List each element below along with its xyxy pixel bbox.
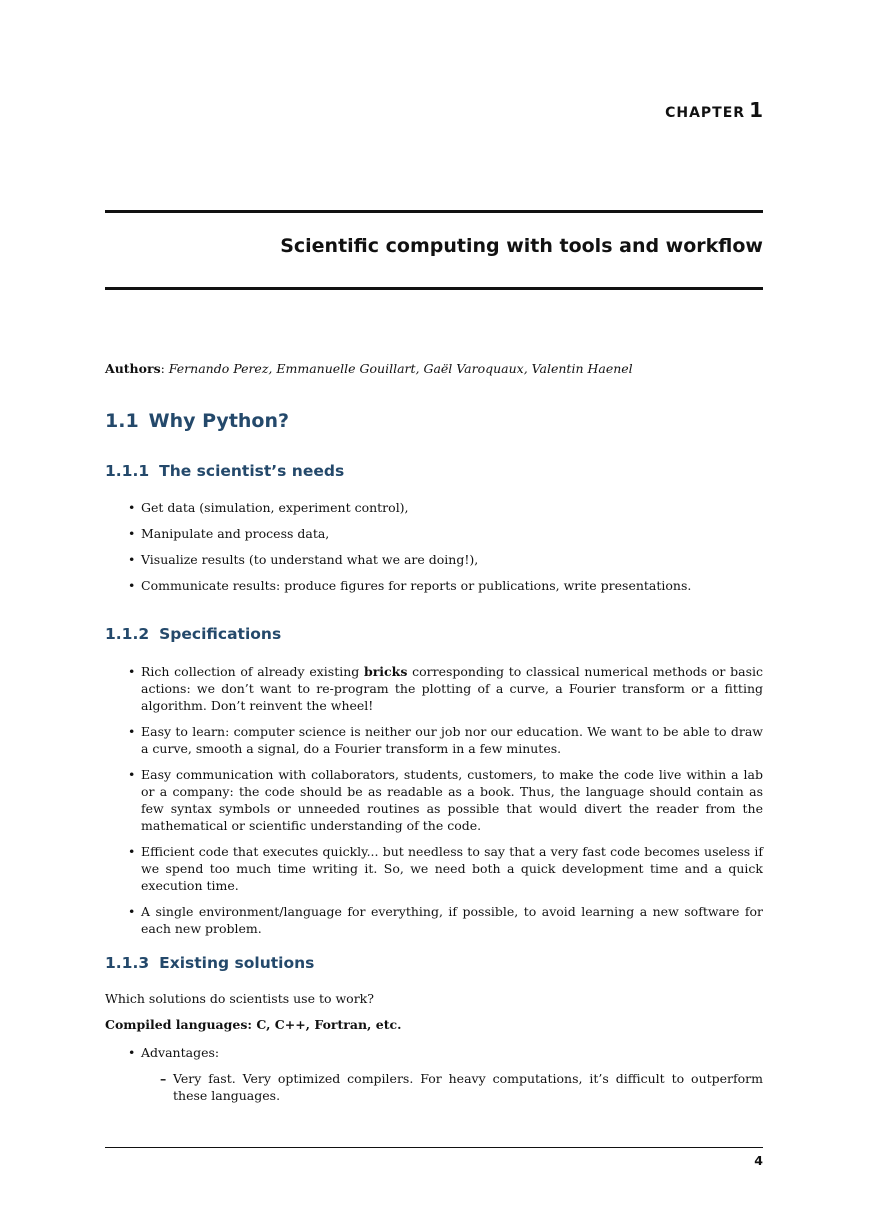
list-item [128, 663, 763, 714]
title-rule-bottom [105, 287, 763, 290]
list-item: • Advantages: [128, 1044, 763, 1061]
chapter-label [665, 98, 763, 122]
footer-rule [105, 1147, 763, 1148]
section-title: Why Python? [148, 410, 290, 432]
authors-line: Authors: Fernando Perez, Emmanuelle Gouillart, Gaël Varoquaux, Valentin Haenel [105, 361, 633, 376]
subsection-heading-1-1-1 [105, 462, 344, 480]
subsection-title: The scientist’s needs [159, 462, 345, 480]
item-bold-text: bricks [363, 664, 408, 679]
needs-list [128, 499, 763, 594]
chapter-number: 1 [749, 98, 763, 122]
list-item: • Manipulate and process data, [128, 525, 763, 542]
list-item: • Easy to learn: computer science is neither our job nor our education. We want to be able to draw a curve, smooth a signal, do a Fourier transform in a few minutes. [128, 723, 763, 757]
item-text: corresponding to classical numerical methods or basic actions: we don’t want to re-program the plotting of a curve, a Fourier transform or a fitting algorithm. Don’t reinvent the wheel! [141, 664, 763, 713]
subsection-number: 1.1.1 [105, 462, 150, 480]
chapter-word: CHAPTER [665, 105, 746, 121]
list-item: • Visualize results (to understand what we are doing!), [128, 551, 763, 568]
subsection-number: 1.1.2 [105, 625, 150, 643]
subsection-heading-1-1-3 [105, 954, 314, 972]
list-item: • Efficient code that executes quickly... but needless to say that a very fast code becomes useless if we spend too much time writing it. So, we need both a quick development time and a quick execution time. [128, 843, 763, 894]
item-text: Rich collection of already existing [141, 664, 364, 679]
advantages-sublist [160, 1070, 763, 1104]
sublist-item: – Very fast. Very optimized compilers. For heavy computations, it’s difficult to outperform these languages. [160, 1070, 763, 1104]
subsection-title: Specifications [159, 625, 282, 643]
list-item: • Get data (simulation, experiment control), [128, 499, 763, 516]
authors-label: Authors [105, 361, 161, 376]
authors-names: Fernando Perez, Emmanuelle Gouillart, Gaël Varoquaux, Valentin Haenel [168, 361, 633, 376]
subsection-number: 1.1.3 [105, 954, 150, 972]
solutions-intro: Which solutions do scientists use to work? [105, 991, 374, 1006]
list-item: • A single environment/language for everything, if possible, to avoid learning a new software for each new problem. [128, 903, 763, 937]
list-item: • Communicate results: produce figures for reports or publications, write presentations. [128, 577, 763, 594]
compiled-languages-heading: Compiled languages: C, C++, Fortran, etc. [105, 1017, 402, 1032]
specifications-list [128, 663, 763, 937]
title-rule-top [105, 210, 763, 213]
page-number: 4 [754, 1153, 763, 1168]
compiled-list [128, 1044, 763, 1061]
chapter-title: Scientific computing with tools and workflow [280, 235, 763, 257]
subsection-heading-1-1-2 [105, 625, 281, 643]
list-item: • Easy communication with collaborators, students, customers, to make the code live within a lab or a company: the code should be as readable as a book. Thus, the language should contain as few syntax symbols or unneeded routines as possible that would divert the reader from the mathematical or scientific understanding of the code. [128, 766, 763, 834]
section-heading-1-1 [105, 410, 289, 432]
subsection-title: Existing solutions [159, 954, 315, 972]
section-number: 1.1 [105, 410, 139, 432]
